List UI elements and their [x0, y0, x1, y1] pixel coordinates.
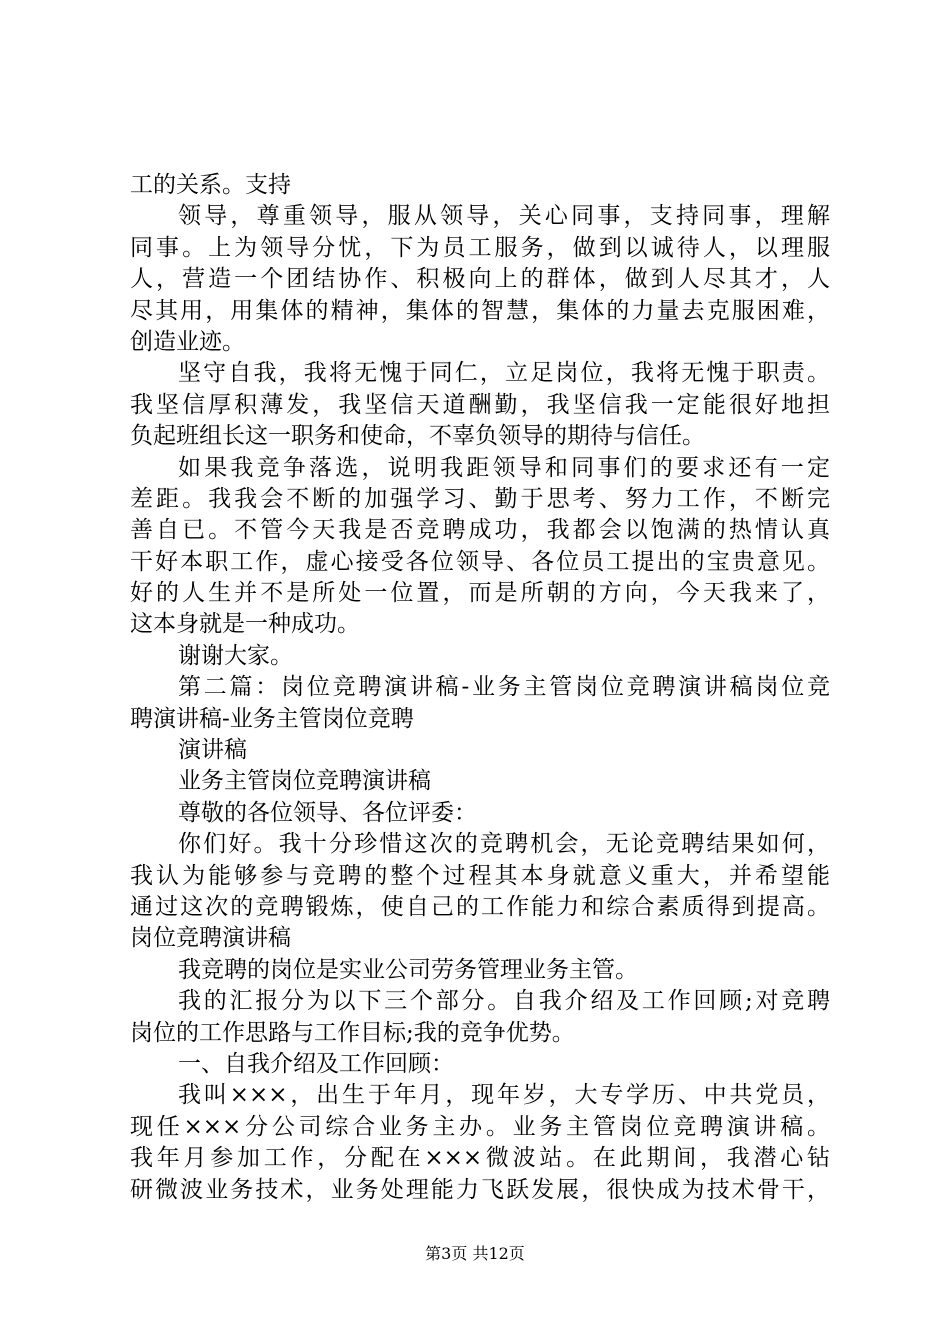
text-line: 差距。我我会不断的加强学习、勤于思考、努力工作，不断完	[130, 485, 830, 512]
text-line: 这本身就是一种成功。	[130, 611, 360, 638]
text-line: 第二篇：岗位竞聘演讲稿-业务主管岗位竞聘演讲稿岗位竞	[178, 674, 830, 701]
text-line: 好的人生并不是所处一位置，而是所朝的方向，今天我来了，	[130, 580, 830, 607]
text-line: 负起班组长这一职务和使命，不辜负领导的期待与信任。	[130, 423, 705, 450]
text-line: 一、自我介绍及工作回顾：	[178, 1050, 454, 1077]
text-line: 通过这次的竞聘锻炼，使自己的工作能力和综合素质得到提高。	[130, 893, 830, 920]
text-line: 尊敬的各位领导、各位评委：	[178, 799, 477, 826]
text-line: 聘演讲稿-业务主管岗位竞聘	[130, 705, 414, 732]
text-line: 我叫×××，出生于年月，现年岁，大专学历、中共党员，	[178, 1082, 830, 1109]
text-line: 演讲稿	[178, 737, 247, 764]
text-line: 同事。上为领导分忧，下为员工服务，做到以诚待人，以理服	[130, 234, 830, 261]
text-line: 创造业迹。	[130, 328, 245, 355]
text-line: 我年月参加工作，分配在×××微波站。在此期间，我潜心钻	[130, 1145, 830, 1172]
text-line: 领导，尊重领导，服从领导，关心同事，支持同事，理解	[178, 203, 830, 230]
text-line: 你们好。我十分珍惜这次的竞聘机会，无论竞聘结果如何，	[178, 831, 830, 858]
text-line: 我的汇报分为以下三个部分。自我介绍及工作回顾;对竞聘	[178, 988, 830, 1015]
text-line: 工的关系。支持	[130, 172, 291, 198]
text-line: 业务主管岗位竞聘演讲稿	[178, 768, 431, 795]
text-line: 研微波业务技术，业务处理能力飞跃发展，很快成为技术骨干，	[130, 1176, 830, 1203]
page-footer: 第3页 共12页	[425, 1244, 525, 1263]
text-line: 谢谢大家。	[178, 642, 293, 669]
text-line: 坚守自我，我将无愧于同仁，立足岗位，我将无愧于职责。	[178, 360, 830, 387]
text-line: 岗位竞聘演讲稿	[130, 925, 291, 952]
text-line: 如果我竞争落选，说明我距领导和同事们的要求还有一定	[178, 454, 830, 481]
text-line: 我竞聘的岗位是实业公司劳务管理业务主管。	[178, 956, 638, 983]
text-line: 善自已。不管今天我是否竞聘成功，我都会以饱满的热情认真	[130, 517, 830, 544]
document-body	[130, 170, 830, 1206]
text-line: 我认为能够参与竞聘的整个过程其本身就意义重大，并希望能	[130, 862, 830, 889]
text-line: 人，营造一个团结协作、积极向上的群体，做到人尽其才，人	[130, 266, 830, 293]
text-line: 现任×××分公司综合业务主办。业务主管岗位竞聘演讲稿。	[130, 1113, 830, 1140]
text-line: 我坚信厚积薄发，我坚信天道酬勤，我坚信我一定能很好地担	[130, 391, 830, 418]
text-line: 干好本职工作，虚心接受各位领导、各位员工提出的宝贵意见。	[130, 548, 830, 575]
text-line: 尽其用，用集体的精神，集体的智慧，集体的力量去克服困难，	[130, 297, 830, 324]
text-line: 岗位的工作思路与工作目标;我的竞争优势。	[130, 1019, 575, 1046]
